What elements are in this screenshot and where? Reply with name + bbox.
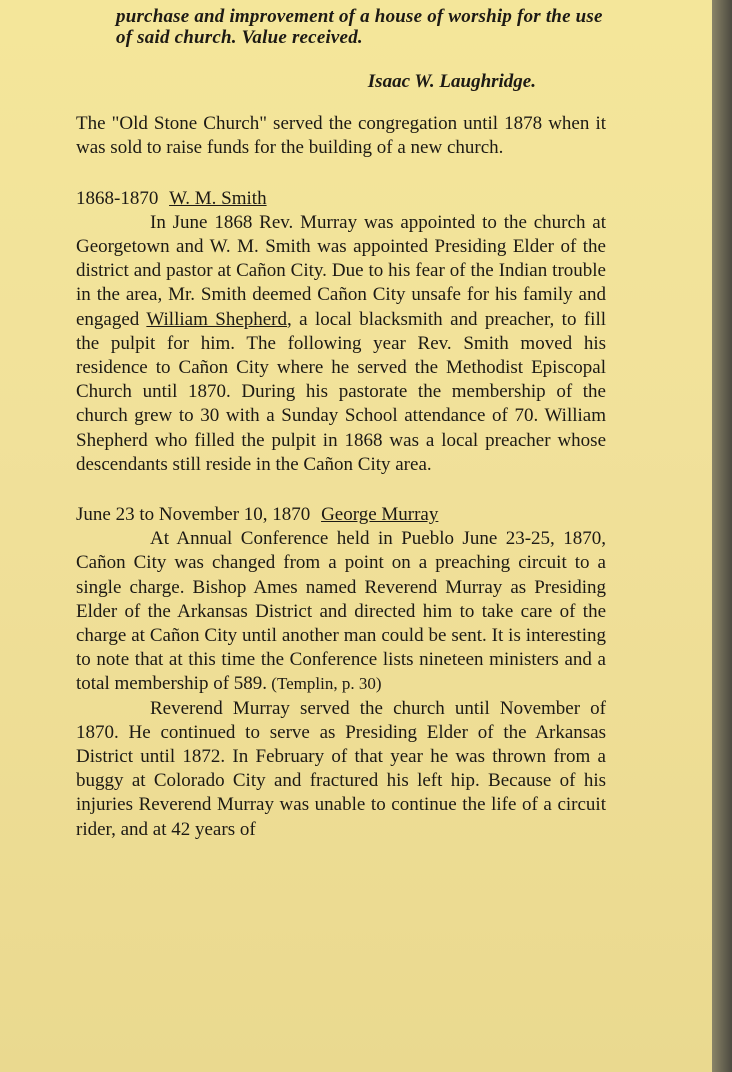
- pastor-name: W. M. Smith: [169, 187, 267, 209]
- text-column: [76, 0, 606, 842]
- section-paragraph-murray-2: Reverend Murray served the church until November of 1870. He continued to serve as Presiding Elder of the Arkansas District until 1872. In February of that year he was thrown from a buggy at Colorado City and fractured his left hip. Because of his injuries Reverend Murray was unable to continue the life of a circuit rider, and at 42 years of: [76, 697, 606, 840]
- paragraph-text: At Annual Conference held in Pueblo June 23-25, 1870, Cañon City was changed from a point on a preaching circuit to a single charge. Bishop Ames named Reverend Murray as Presiding Elder of the Arkansas District and directed him to take care of the charge at Cañon City until another man could be sent. It is interesting to note that at this time the Conference lists nineteen ministers and a total membership of 589.: [76, 528, 606, 695]
- section-paragraph-murray-1: [76, 527, 606, 696]
- section-heading-murray: [76, 503, 606, 527]
- section-paragraph-smith: [76, 211, 606, 477]
- page-edge-shadow: [712, 0, 732, 1072]
- paragraph-text-cont: , a local blacksmith and preacher, to fill the pulpit for him. The following year Rev. Smith moved his residence to Cañon City where he served the Methodist Episcopal Church until 1870. During his pastorate the membership of the church grew to 30 with a Sunday School attendance of 70. William Shepherd who filled the pulpit in 1868 was a local preacher whose descendants still reside in the Cañon City area.: [76, 308, 606, 475]
- quote-signature: Isaac W. Laughridge.: [367, 71, 536, 92]
- underlined-name: William Shepherd: [146, 308, 288, 330]
- section-dates: 1868-1870: [76, 187, 159, 209]
- quote-text: purchase and improvement of a house of worship for the use of said church. Value received.: [116, 6, 603, 48]
- intro-paragraph: The "Old Stone Church" served the congregation until 1878 when it was sold to raise funds for the building of a new church.: [76, 113, 606, 159]
- pastor-name: George Murray: [321, 504, 439, 526]
- section-heading-smith: [76, 187, 606, 211]
- citation: (Templin, p. 30): [267, 674, 382, 694]
- section-dates: June 23 to November 10, 1870: [76, 504, 311, 526]
- paragraph-text: In June 1868 Rev. Murray was appointed to the church at Georgetown and W. M. Smith was appointed Presiding Elder of the district and pastor at Cañon City. Due to his fear of the Indian trouble in the area, Mr. Smith deemed Cañon City unsafe for his family and engaged: [76, 211, 606, 330]
